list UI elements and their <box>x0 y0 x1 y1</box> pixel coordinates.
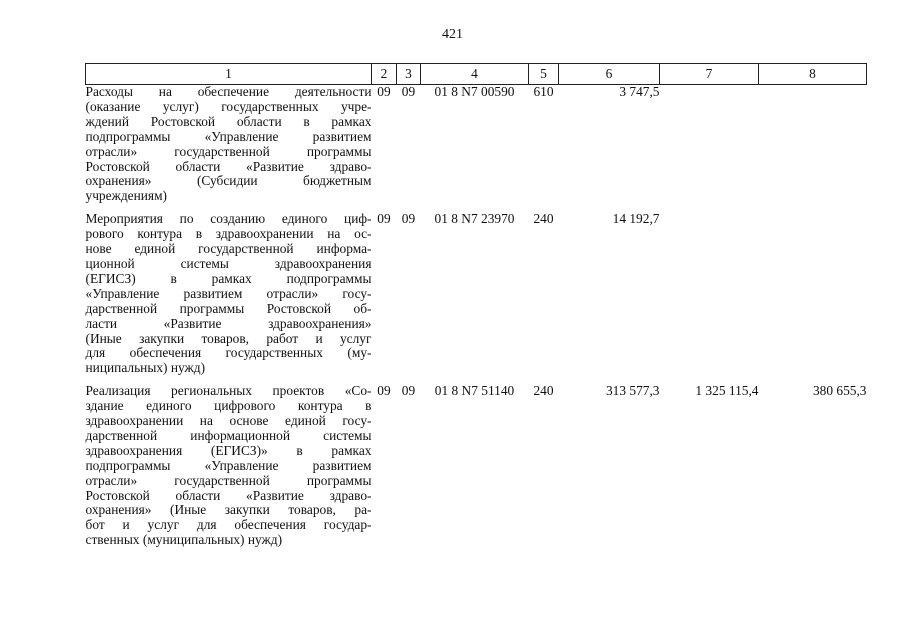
column-header-8: 8 <box>759 64 867 85</box>
description-line: здравоохранения (ЕГИСЗ)» в рамках <box>85 442 372 458</box>
expense-description <box>86 384 372 548</box>
column-header-2: 2 <box>372 64 397 85</box>
table-row <box>86 384 867 548</box>
table-row <box>86 85 867 205</box>
description-line: отрасли» государственной программы <box>85 143 372 159</box>
amount-year-1: 313 577,3 <box>605 383 660 399</box>
target-article-code: 01 8 N7 00590 <box>434 84 515 99</box>
budget-table <box>85 63 867 548</box>
target-article-code: 01 8 N7 23970 <box>434 211 515 227</box>
description-line: Мероприятия по созданию единого циф- <box>85 211 372 227</box>
description-line: дарственной программы Ростовской об- <box>85 300 372 316</box>
description-line: ственных (муниципальных) нужд) <box>85 532 283 548</box>
description-line: подпрограммы «Управление развитием <box>85 457 372 473</box>
header-row <box>86 64 867 85</box>
amount-year-3 <box>759 85 867 205</box>
description-line: ционной системы здравоохранения <box>85 255 372 271</box>
expense-description <box>86 212 372 376</box>
subsection-code: 09 <box>401 84 416 99</box>
description-line: (ЕГИСЗ) в рамках подпрограммы <box>85 270 372 286</box>
description-line: охранения» (Субсидии бюджетным <box>85 173 372 189</box>
description-line: Ростовской области «Развитие здраво- <box>85 487 372 503</box>
column-header-5: 5 <box>529 64 559 85</box>
section-code: 09 <box>377 211 391 227</box>
section-code: 09 <box>377 84 391 99</box>
description-line: ниципальных) нужд) <box>85 360 206 376</box>
section-code: 09 <box>377 383 391 399</box>
table-body <box>86 85 867 549</box>
description-line: ласти «Развитие здравоохранения» <box>85 315 372 331</box>
target-article-code: 01 8 N7 51140 <box>434 383 515 399</box>
amount-year-2 <box>660 85 759 205</box>
column-header-1: 1 <box>86 64 372 85</box>
subsection-code: 09 <box>401 383 416 399</box>
description-line: здравоохранении на основе единой госу- <box>85 413 372 429</box>
column-header-6: 6 <box>559 64 660 85</box>
column-header-7: 7 <box>660 64 759 85</box>
description-line: (Иные закупки товаров, работ и услуг <box>85 330 372 346</box>
description-line: дарственной информационной системы <box>85 427 372 443</box>
description-line: отрасли» государственной программы <box>85 472 372 488</box>
description-line: (оказание услуг) государственных учре- <box>85 98 372 114</box>
column-header-3: 3 <box>397 64 421 85</box>
description-line: учреждениям) <box>85 188 168 204</box>
description-line: бот и услуг для обеспечения государ- <box>85 517 372 533</box>
expense-type-code: 610 <box>533 84 554 99</box>
amount-year-2 <box>660 212 759 376</box>
table-row <box>86 212 867 376</box>
description-line: Ростовской области «Развитие здраво- <box>85 158 372 174</box>
description-line: рового контура в здравоохранении на ос- <box>85 226 372 242</box>
expense-type-code: 240 <box>533 211 554 227</box>
expense-description <box>86 85 372 205</box>
description-line: для обеспечения государственных (му- <box>85 345 372 361</box>
description-line: нове единой государственной информа- <box>85 241 372 257</box>
column-header-4: 4 <box>421 64 529 85</box>
amount-year-1: 14 192,7 <box>612 211 660 227</box>
subsection-code: 09 <box>401 211 416 227</box>
amount-year-3 <box>759 212 867 376</box>
description-line: ждений Ростовской области в рамках <box>85 113 372 129</box>
amount-year-1: 3 747,5 <box>619 84 660 99</box>
expense-type-code: 240 <box>533 383 554 399</box>
page-number: 421 <box>442 27 463 42</box>
description-line: Реализация региональных проектов «Со- <box>85 383 372 399</box>
description-line: Расходы на обеспечение деятельности <box>85 84 372 99</box>
description-line: «Управление развитием отрасли» госу- <box>85 285 372 301</box>
amount-year-3: 380 655,3 <box>812 383 867 399</box>
description-line: подпрограммы «Управление развитием <box>85 128 372 144</box>
description-line: охранения» (Иные закупки товаров, ра- <box>85 502 372 518</box>
description-line: здание единого цифрового контура в <box>85 398 372 414</box>
amount-year-2: 1 325 115,4 <box>695 383 759 399</box>
